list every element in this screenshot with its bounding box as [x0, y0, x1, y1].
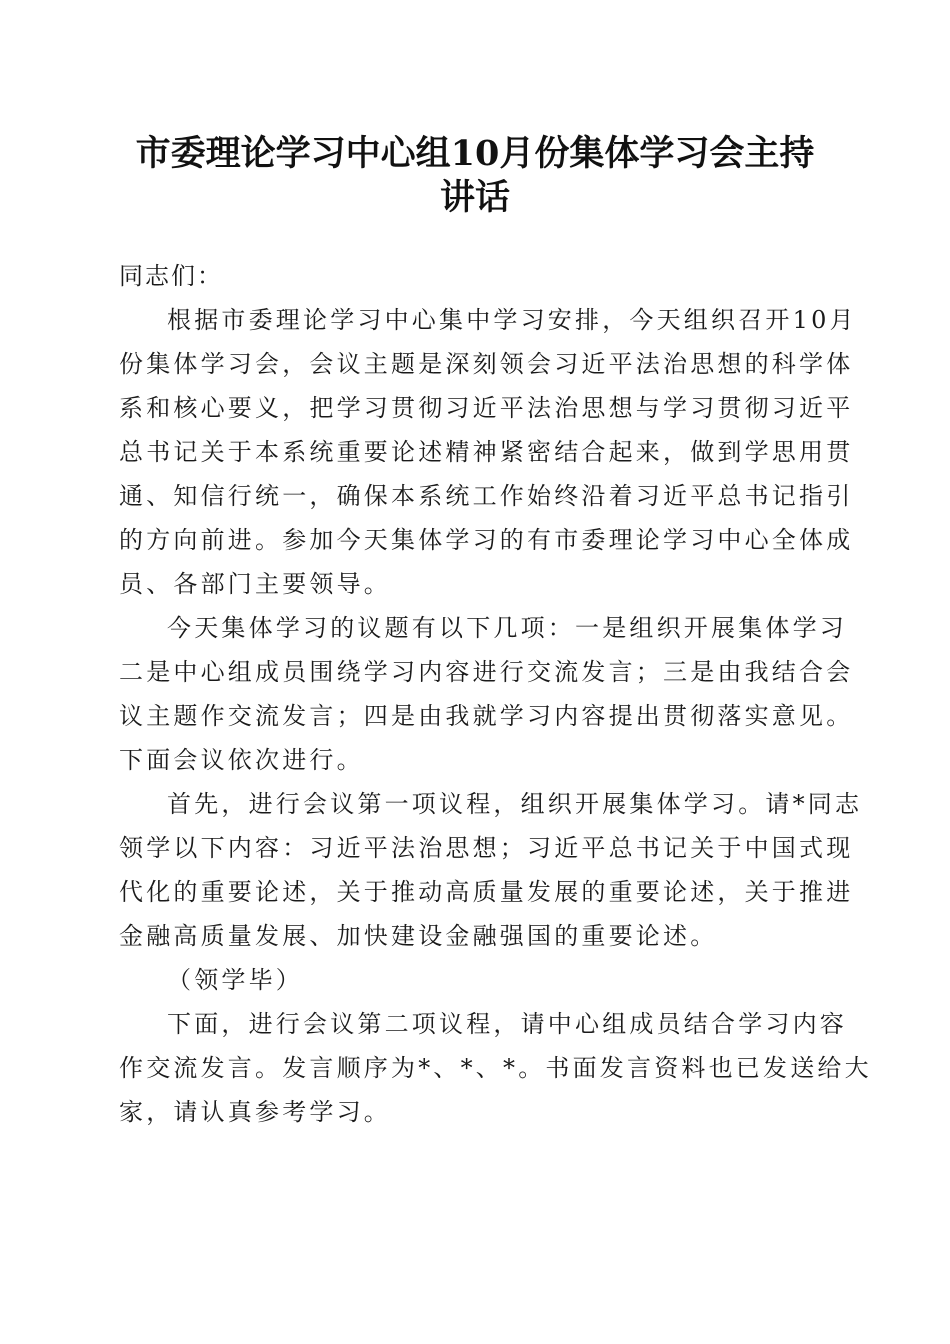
paragraph-line: 的方向前进。参加今天集体学习的有市委理论学习中心全体成 — [119, 526, 854, 554]
paragraph-line: 根据市委理论学习中心集中学习安排，今天组织召开10月 — [167, 306, 857, 334]
paragraph-3 — [119, 782, 863, 826]
paragraph-3-cont — [119, 826, 854, 958]
paragraph-4 — [119, 958, 824, 1002]
document-title — [100, 132, 850, 220]
paragraph-line: （领学毕） — [167, 966, 303, 994]
paragraph-line: 金融高质量发展、加快建设金融强国的重要论述。 — [119, 922, 718, 950]
paragraph-1-cont — [119, 342, 854, 606]
paragraph-line: 作交流发言。发言顺序为*、*、*。书面发言资料也已发送给大 — [119, 1054, 872, 1082]
paragraph-line: 家，请认真参考学习。 — [119, 1098, 391, 1126]
paragraph-line: 议主题作交流发言；四是由我就学习内容提出贯彻落实意见。 — [119, 702, 854, 730]
paragraph-line: 通、知信行统一，确保本系统工作始终沿着习近平总书记指引 — [119, 482, 854, 510]
paragraph-1 — [119, 298, 857, 342]
title-line-1: 市委理论学习中心组10月份集体学习会主持 — [135, 133, 815, 174]
paragraph-line: 系和核心要义，把学习贯彻习近平法治思想与学习贯彻习近平 — [119, 394, 854, 422]
paragraph-line: 份集体学习会，会议主题是深刻领会习近平法治思想的科学体 — [119, 350, 854, 378]
paragraph-line: 下面，进行会议第二项议程，请中心组成员结合学习内容 — [167, 1010, 847, 1038]
paragraph-line: 领学以下内容：习近平法治思想；习近平总书记关于中国式现 — [119, 834, 854, 862]
title-line-2: 讲话 — [439, 177, 510, 218]
paragraph-line: 首先，进行会议第一项议程，组织开展集体学习。请*同志 — [167, 790, 863, 818]
paragraph-5 — [119, 1002, 847, 1046]
paragraph-line: 总书记关于本系统重要论述精神紧密结合起来，做到学思用贯 — [119, 438, 854, 466]
salutation: 同志们： — [119, 262, 223, 290]
paragraph-line: 代化的重要论述，关于推动高质量发展的重要论述，关于推进 — [119, 878, 854, 906]
paragraph-line: 下面会议依次进行。 — [119, 746, 364, 774]
paragraph-line: 今天集体学习的议题有以下几项：一是组织开展集体学习 — [167, 614, 847, 642]
paragraph-line: 员、各部门主要领导。 — [119, 570, 391, 598]
document-body — [119, 254, 872, 1134]
paragraph-2 — [119, 606, 847, 650]
paragraph-2-cont — [119, 650, 854, 782]
paragraph-5-cont — [119, 1046, 872, 1134]
paragraph-line: 二是中心组成员围绕学习内容进行交流发言；三是由我结合会 — [119, 658, 854, 686]
